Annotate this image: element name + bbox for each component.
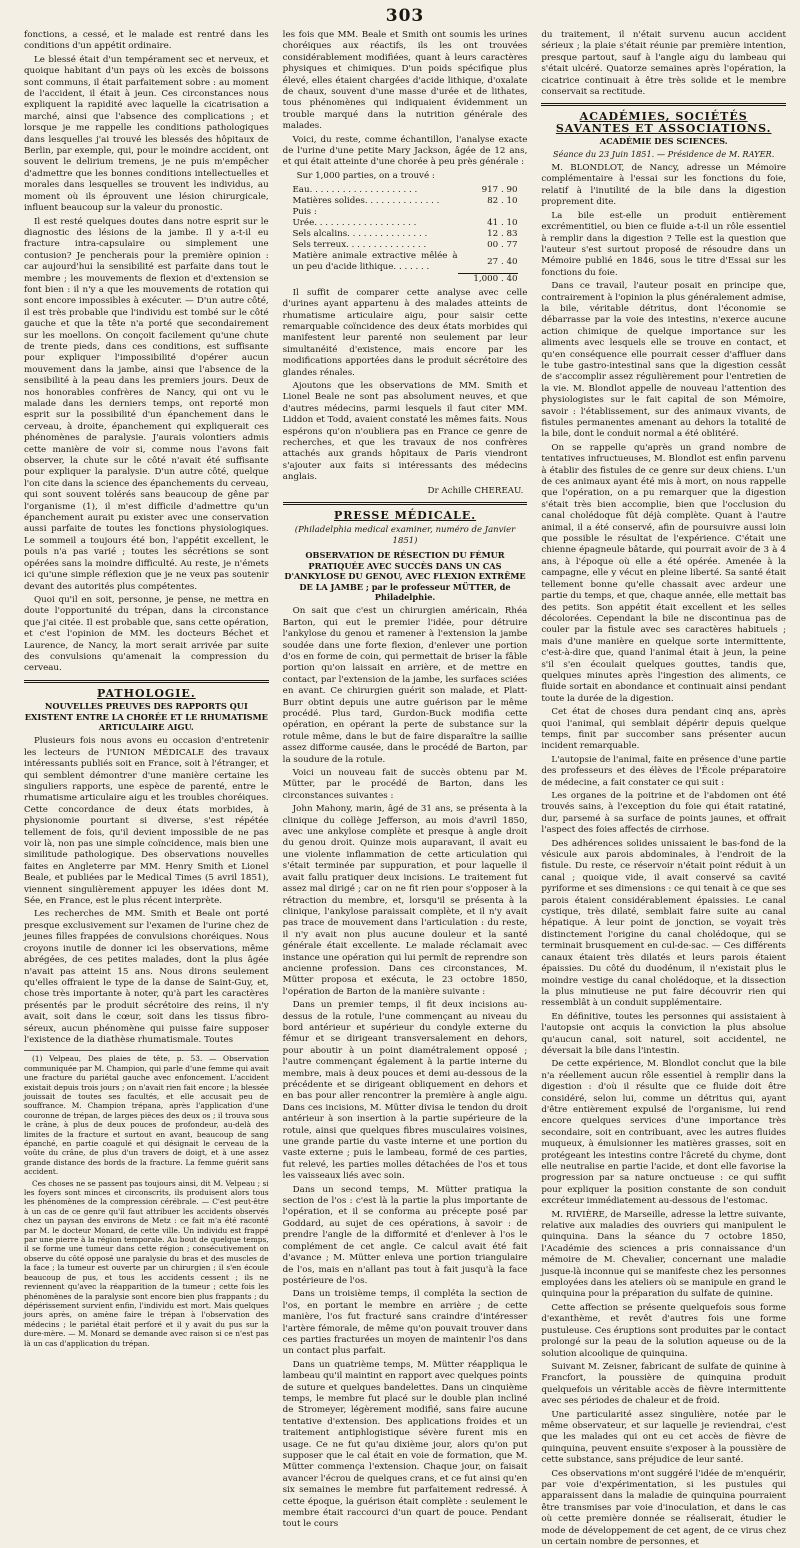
paragraph: Cet état de choses dura pendant cinq ans, après quoi l'animal, qui semblait dépérir depuis quelque temps, finit par succomber sans présenter aucun incident remarquable. (541, 707, 787, 752)
paragraph: Il suffit de comparer cette analyse avec celle d'urines ayant appartenu à des malades atteints de rhumatisme articulaire aigu, pour saisir cette remarquable coïncidence des deux états morbides qui manifestent leur parenté non seulement par leur simultanéité d'existence, mais encore par les modifications apportées dans le produit sécrétoire des glandes rénales. (282, 287, 528, 378)
table-row (292, 240, 517, 251)
table-cell: Matières solides. . . . . . . . . . . . . . (292, 196, 440, 207)
paragraph: La bile est-elle un produit entièrement excrémentitiel, ou bien ce fluide a-t-il un rôle essentiel à remplir dans la digestion ? Telle est la question que l'auteur s'est surtout proposé de résoudre dans un Mémoire publié en 1846, sous le titre d'Essai sur les fonctions du foie. (541, 210, 787, 278)
table-cell: Sels terreux. . . . . . . . . . . . . . . (292, 240, 427, 251)
paragraph: De cette expérience, M. Blondlot conclut que la bile n'a réellement aucun rôle essentiel à remplir dans la digestion : d'où il résulte que ce fluide doit être considéré, selon lui, comme un détritus qui, ayant d'être entièrement expulsé de l'organisme, lui rend encore quelques services d'une importance très secondaire, soit en contribuant, avec les autres fluides muqueux, à émulsionner les matières grasses, soit en protégeant les intestins contre l'âcreté du chyme, dont elle neutralise en partie l'acide, et dont elle favorise la progression par sa nature onctueuse : ce qui suffit pour expliquer la position constante de son conduit excréteur immédiatement au-dessous de l'estomac. (541, 1059, 787, 1207)
table-cell: 82 . 10 (487, 196, 518, 207)
table-cell (292, 273, 457, 285)
table-cell: 27 . 40 (487, 256, 518, 267)
paragraph: Des adhérences solides unissaient le bas-fond de la vésicule aux parois abdominales, à l'endroit de la fistule. Du reste, ce réservoir n'était point réduit à un canal ; quoique vide, il avait conservé sa cavité pyriforme et ses dimensions : ce qui tenait à ce que ses parois étaient considérablement épaissies. Le canal cystique, très dilaté, semblait faire suite au canal hépatique. À leur point de jonction, se voyait très distinctement l'origine du canal cholédoque, qui se terminait brusquement en cul-de-sac. — Ces différents canaux étaient très dilatés et leurs parois étaient épaissies. Du côté du duodénum, il n'existait plus le moindre vestige du canal cholédoque, et la dissection la plus minutieuse ne put faire découvrir rien qui ressemblât à un conduit supplémentaire. (541, 838, 787, 1009)
table-row (292, 229, 517, 240)
paragraph: Les organes de la poitrine et de l'abdomen ont été trouvés sains, à l'exception du foie qui était ratatiné, dur, parsemé à sa surface de points jaunes, et offrait l'aspect des foies affectés de cirrhose. (541, 791, 787, 836)
table-intro: Sur 1,000 parties, on a trouvé : (296, 170, 435, 181)
table-cell: 00 . 77 (487, 240, 518, 251)
paragraph: Le blessé était d'un tempérament sec et nerveux, et quoique habitant d'un pays où les excès de boissons sont communs, il était parfaitement sobre : au moment de l'accident, il était à jeun. Ces circonstances nous expliquent la rapidité avec laquelle la cicatrisation a marché, ainsi que l'absence des complications ; et lorsque je me rappelle les conditions pathologiques dans lesquelles j'ai trouvé les blessés des hôpitaux de Berlin, par exemple, qui, pour le moindre accident, ont souvent le delirium tremens, je ne puis m'empêcher d'admettre que les bonnes conditions intellectuelles et morales dans lesquelles se trouvent les individus, au moment où ils éprouvent une lésion chirurgicale, influent beaucoup sur la valeur du pronostic. (24, 54, 269, 214)
paragraph: Voici, du reste, comme échantillon, l'analyse exacte de l'urine d'une petite Mary Jackson, âgée de 12 ans, et qui était atteinte d'une chorée à peu près générale : (282, 134, 528, 168)
paragraph: Dans un troisième temps, il compléta la section de l'os, en portant le membre en arrière ; de cette manière, l'os fut fracturé sans craindre d'intéresser l'artère fémorale, de même qu'on pouvait trouver dans ces parties fracturées un moyen de maintenir l'os dans un contact plus parfait. (282, 1289, 528, 1357)
footnotes (24, 1050, 269, 1348)
paragraph: Il est resté quelques doutes dans notre esprit sur le diagnostic des lésions de la jambe. Il y a-t-il eu fracture intra-capsulaire ou simplement une contusion? Je pencherais pour la première opinion : car aujourd'hui la sensibilité est parfaite dans tout le membre ; les mouvements de flexion et d'extension se font bien : il n'y a que les mouvements de rotation qui sont encore impossibles à exécuter. — D'un autre côté, il est très probable que l'individu est tombé sur le côté gauche et que la tête n'a porté que secondairement sur les moellons. On conçoit facilement qu'une chute de trente pieds, dans ces conditions, est suffisante pour expliquer l'impossibilité d'opérer aucun mouvement dans la jambe, ainsi que l'absence de la sensibilité à la peau dans les premiers jours. Deux de nos honorables confrères de Nancy, qui ont vu le malade dans les derniers temps, ont reporté mon esprit sur la possibilité d'un épanchement dans le cerveau, à droite, épanchement qui expliquerait ces phénomènes de paralysie. J'aurais volontiers admis cette manière de voir si, comme nous l'avons fait observer, la chute sur le côté n'avait été suffisante pour expliquer la paralysie. D'un autre côté, quelque l'on cite dans la science des épanchements du cerveau, qui sont souvent tolérés sans beaucoup de gêne par l'organisme (1), il m'est difficile d'admettre qu'un épanchement aurait pu exister avec une conservation aussi parfaite de toutes les fonctions physiologiques. Le sommeil a toujours été bon, l'appétit excellent, le pouls n'a pas varié ; toutes les sécrétions se sont opérées sans la moindre difficulté. Au reste, je n'émets ici qu'une simple réflexion que je ne veux pas soutenir devant des autorités plus compétentes. (24, 216, 269, 592)
table-cell (458, 207, 518, 218)
table-row (292, 273, 517, 285)
table-row (292, 251, 517, 273)
footnote: (1) Velpeau, Des plaies de tête, p. 53. — Observation communiquée par M. Champion, qui parle d'une femme qui avait une fracture du pariétal gauche avec enfoncement. L'accident existait depuis trois jours ; on n'avait rien fait encore ; la blessée jouissait de toutes ses facultés, et elle accusait peu de souffrance. M. Champion trépana, après l'application d'une couronne de trépan, de larges pièces des deux os ; il trouva sous le crâne, à plus de deux pouces de profondeur, au-delà des limites de la fracture et surtout en avant, beaucoup de sang épanché, en partie coagulé et qui désignait le cerveau de la voûte du crâne, de plus d'un travers de doigt, et à une assez grande distance des bords de la fracture. La femme guérit sans accident. (24, 1054, 269, 1177)
paragraph: Cette affection se présente quelquefois sous forme d'exanthème, et revêt d'autres fois une forme pustuleuse. Ces éruptions sont produites par le contact prolongé sur la peau de la solution aqueuse ou de la solution alcoolique de quinquina. (541, 1302, 787, 1359)
urine-analysis-table (292, 185, 517, 285)
paragraph: Dans ce travail, l'auteur posait en principe que, contrairement à l'opinion la plus généralement admise, la bile, véritable détritus, dont l'économie se débarrasse par la voie des intestins, n'exerce aucune action chimique de quelque importance sur les aliments avec lesquels elle se trouve en contact, et qu'en conséquence elle pourrait cesser d'affluer dans le tube gastro-intestinal sans que la digestion cessât de s'accomplir assez régulièrement pour l'entretien de la vie. M. Blondlot appelle de nouveau l'attention des physiologistes sur le fait capital de son Mémoire, savoir : l'établissement, sur des animaux vivants, de fistules permanentes amenant au dehors la totalité de la bile, dont le conduit normal a été oblitéré. (541, 281, 787, 440)
paragraph: John Mahony, marin, âgé de 31 ans, se présenta à la clinique du collège Jefferson, au mois d'avril 1850, avec une ankylose complète et presque à angle droit du genou droit. Quinze mois auparavant, il avait eu une violente inflammation de cette articulation qui s'était terminée par suppuration, et pour laquelle il avait fallu pratiquer deux incisions. Le traitement fut assez mal dirigé ; car on ne fit rien pour s'opposer à la rétraction du membre, et, lorsqu'il se présenta à la clinique, l'ankylose paraissait complète, et il n'y avait pas trace de mouvement dans l'articulation : du reste, il n'y avait non plus aucune douleur et la santé générale était excellente. Le malade réclamait avec instance une opération qui lui permît de reprendre son ancienne profession. Dans ces circonstances, M. Mütter proposa et exécuta, le 23 octobre 1850, l'opération de Barton de la manière suivante : (282, 804, 528, 997)
footnote: Ces choses ne se passent pas toujours ainsi, dit M. Velpeau ; si les foyers sont minces et circonscrits, ils produisent alors tous les phénomènes de la compression cérébrale. — C'est peut-être à un cas de ce genre qu'il faut attribuer les accidents observés chez un paysan des environs de Metz : ce fait m'a été raconté par M. le docteur Monard, de cette ville. Un individu est frappé par une pierre à la région temporale. Au bout de quelque temps, il se forme une tumeur dans cette région ; consécutivement on observe du côté opposé une paralysie du bras et des muscles de la face ; la tumeur est ouverte par un chirurgien ; il s'en écoule beaucoup de pus, et tous les accidents cessent ; ils ne reviennent qu'avec la réapparition de la tumeur ; cette fois les phénomènes de la paralysie sont encore bien plus frappants ; du dépérissement survient enfin, l'individu est mort. Mais quelques jours après, on amène faire le trépan à l'observation des médecins ; le pariétal était perforé et il y avait du pus sur la dure-mère. — M. Monard se demande avec raison si ce n'est pas là un cas d'application du trépan. (24, 1178, 269, 1348)
paragraph: Les recherches de MM. Smith et Beale ont porté presque exclusivement sur l'examen de l'urine chez de jeunes filles frappées de convulsions choréiques. Nous croyons inutile de donner ici les observations, même abrégées, de ces petites malades, dont la plus âgée n'avait pas atteint 15 ans. Nous dirons seulement qu'elles offraient le type de la danse de Saint-Guy, et, chose très importante à noter, qu'à part les caractères présentés par le produit sécrétoire des reins, il n'y avait, soit dans le cœur, soit dans les tissus fibro-séreux, aucun phénomène qui puisse faire supposer l'existence de la diathèse rhumatismale. Toutes (24, 909, 269, 1045)
paragraph: Dans un second temps, M. Mütter pratiqua la section de l'os : c'est là la partie la plus importante de l'opération, et il se conforma au précepte posé par Goddard, au sujet de ces opérations, à savoir : de prendre l'angle de la difformité et d'enlever à l'os le complément de cet angle. Ce calcul avait été fait d'avance ; M. Mütter enleva une portion triangulaire de l'os, mais en n'allant pas tout à fait jusqu'à la face postérieure de l'os. (282, 1184, 528, 1286)
paragraph: du traitement, il n'était survenu aucun accident sérieux ; la plaie s'était réunie par première intention, presque partout, sauf à l'angle aigu du lambeau qui s'était ulcéré. Quatorze semaines après l'opération, la cicatrice continuait à être très solide et le membre conservait sa rectitude. (541, 30, 787, 98)
divider (541, 103, 786, 104)
table-row (292, 196, 517, 207)
table-cell: Matière animale extractive mêlée à un peu d'acide lithique. . . . . . . (292, 251, 458, 273)
paragraph: Suivant M. Zeisner, fabricant de sulfate de quinine à Francfort, la poussière de quinquina produit quelquefois un véritable accès de fièvre intermittente avec ses périodes de chaleur et de froid. (541, 1361, 787, 1407)
divider (283, 504, 528, 505)
paragraph: M. BLONDLOT, de Nancy, adresse un Mémoire complémentaire à l'essai sur les fonctions du foie, relatif à l'inutilité de la bile dans la digestion proprement dite. (541, 163, 787, 208)
table-row (292, 185, 517, 196)
table-row (292, 218, 517, 229)
column-2 (282, 30, 528, 1530)
table-cell: Puis : (292, 207, 317, 218)
paragraph: Dans un quatrième temps, M. Mütter réappliqua le lambeau qu'il maintint en rapport avec quelques points de suture et quelques bandelettes. Dans un cinquième temps, le membre fut placé sur le double plan incliné de Stromeyer, légèrement modifié, sans faire aucune tentative d'extension. Des applications froides et un traitement antiphlogistique sévère furent mis en usage. Ce ne fut qu'au dixième jour, alors qu'on put supposer que le cal était en voie de formation, que M. Mütter commença l'extension. Chaque jour, on faisait avancer l'écrou de quelques crans, et ce fut ainsi qu'en six semaines le membre fut parfaitement redressé. À cette époque, la guérison était complète : seulement le membre était raccourci d'un quart de pouce. Pendant tout le cours (282, 1359, 528, 1530)
table-cell: Eau. . . . . . . . . . . . . . . . . . . . (292, 185, 418, 196)
table-cell: Sels alcalins. . . . . . . . . . . . . . . (292, 229, 428, 240)
academy-name: ACADÉMIE DES SCIENCES. (599, 136, 728, 147)
table-cell: 12 . 83 (487, 229, 518, 240)
paragraph: Plusieurs fois nous avons eu occasion d'entretenir les lecteurs de l'UNION MÉDICALE des travaux intéressants publiés soit en France, soit à l'étranger, et qui semblent démontrer d'une manière certaine les singuliers rapports, une espèce de parenté, entre le rhumatisme articulaire aigu et les troubles choréiques. Cette concordance de deux états morbides, à physionomie pourtant si diverse, s'est répétée tellement de fois, qu'il devient impossible de ne pas voir là, non pas une simple coïncidence, mais bien une similitude pathologique. Des observations nouvelles faites en Angleterre par MM. Henry Smith et Lionel Beale, et publiées par le Medical Times (5 avril 1851), viennent singulièrement appuyer les idées dont M. Sée, en France, est le plus récent interprète. (24, 736, 269, 907)
columns (24, 30, 787, 1547)
table-row (292, 207, 517, 218)
section-heading-academies: ACADÉMIES, SOCIÉTÉS SAVANTES ET ASSOCIATIONS. (555, 110, 772, 135)
paragraph: Voici un nouveau fait de succès obtenu par M. Mütter, par le procédé de Barton, dans les circonstances suivantes : (282, 768, 528, 801)
paragraph: fonctions, a cessé, et le malade est rentré dans les conditions d'un appétit ordinaire. (24, 30, 269, 52)
paragraph: L'autopsie de l'animal, faite en présence d'une partie des professeurs et des élèves de l'École préparatoire de médecine, a fait constater ce qui suit : (541, 754, 787, 788)
paragraph: les fois que MM. Beale et Smith ont soumis les urines choréiques aux réactifs, ils les ont trouvées considérablement modifiées, quant à leurs caractères physiques et chimiques. D'un poids spécifique plus élevé, elles étaient chargées d'acide lithique, d'oxalate de chaux, souvent d'une masse d'urée et de lithates, tous phénomènes qui indiquaient évidemment un trouble marqué dans la nutrition générale des malades. (282, 30, 528, 132)
table-cell: 41 . 10 (487, 218, 518, 229)
column-3 (541, 30, 787, 1547)
article-title: NOUVELLES PREUVES DES RAPPORTS QUI EXISTENT ENTRE LA CHORÉE ET LE RHUMATISME ARTICULAIRE AIGU. (24, 701, 268, 732)
divider (24, 682, 269, 683)
page-number: 303 (385, 6, 425, 26)
section-heading-pathologie: PATHOLOGIE. (97, 686, 196, 700)
section-heading-presse-medicale: PRESSE MÉDICALE. (333, 509, 477, 523)
paragraph: On se rappelle qu'après un grand nombre de tentatives infructueuses, M. Blondlot est enfin parvenu à établir des fistules de ce genre sur deux chiens. L'un de ces animaux ayant été mis à mort, on nous rappelle que l'opération, on a pu remarquer que la digestion s'était très bien accomplie, bien que l'occlusion du canal cholédoque fût déjà complète. Quant à l'autre animal, il a été conservé, afin de poursuivre aussi loin que possible le résultat de l'expérience. C'était une chienne épagneule bâtarde, qui pourrait avoir de 3 à 4 ans, à l'époque où elle a été opérée. Amenée à la campagne, elle y vécut en pleine liberté. Sa santé était tellement bonne qu'elle chassait avec ardeur une partie du temps, et que, chaque année, elle mettait bas des petits. Son appétit était excellent et les selles décolorées. Cependant la bile ne discontinua pas de couler par la fistule avec ses caractères habituels ; mais d'une manière en quelque sorte intermittente, c'est-à-dire que, quand l'animal était à jeun, la peine s'il s'en écoulait quelques gouttes, tandis que, quelques minutes après l'ingestion des aliments, ce fluide sortait en abondance et continuait ainsi pendant toute la durée de la digestion. (541, 442, 787, 704)
author-signature: Dr Achille CHEREAU. (427, 485, 524, 496)
column-1 (24, 30, 269, 1348)
paragraph: En définitive, toutes les personnes qui assistaient à l'autopsie ont acquis la conviction la plus absolue qu'aucun canal, soit naturel, soit accidentel, ne déversait la bile dans l'intestin. (541, 1011, 787, 1056)
table-total: 1,000 . 40 (458, 273, 518, 285)
paragraph: Dans un premier temps, il fit deux incisions au-dessus de la rotule, l'une commençant au niveau du bord antérieur et supérieur du condyle externe du fémur et se dirigeant transversalement en dehors, pour aboutir à un point diamétralement opposé ; l'autre commençant également à la partie interne du membre, mais à deux pouces et demi au-dessous de la précédente et se dirigeant obliquement en dehors et en bas pour aller rencontrer la première à angle aigu. Dans ces incisions, M. Mütter divisa le tendon du droit antérieur à son insertion à la partie supérieure de la rotule, ainsi que quelques fibres musculaires voisines, une grande partie du vaste interne et une portion du vaste externe ; puis le lambeau, formé de ces parties, fut relevé, les parties molles détachées de l'os et tous les vaisseaux liés avec soin. (282, 1000, 528, 1182)
paragraph: On sait que c'est un chirurgien américain, Rhéa Barton, qui eut le premier l'idée, pour détruire l'ankylose du genou et ramener à l'extension la jambe soudée dans une forte flexion, d'enlever une portion d'os en forme de coin, qui permettait de briser la fâble portion qu'on laissait en arrière, et de mettre en contact, par l'extension de la jambe, les surfaces sciées en avant. Ce chirurgien guérit son malade, et Platt-Burr obtint depuis une autre guérison par le même procédé. Plus tard, Gurdon-Buck modifia cette opération, en opérant la perte de substance sur la rotule même, dans le but de faire disparaître la saillie assez difforme causée, dans le procédé de Barton, par la soudure de la rotule. (282, 606, 528, 765)
session-line: Séance du 23 Juin 1851. — Présidence de M. RAYER. (553, 148, 775, 159)
divider (541, 105, 786, 106)
press-source: (Philadelphia medical examiner, numéro de Janvier 1851) (294, 524, 516, 546)
paragraph: M. RIVIÈRE, de Marseille, adresse la lettre suivante, relative aux maladies des ouvriers qui manipulent le quinquina. Dans la séance du 7 octobre 1850, l'Académie des sciences a pris connaissance d'un mémoire de M. Chevalier, concernant une maladie jusque-là inconnue qui se manifeste chez les personnes employées dans les ateliers où se manipule en grand le quinquina pour la préparation du sulfate de quinine. (541, 1209, 787, 1300)
table-cell: 917 . 90 (481, 185, 518, 196)
paragraph: Ajoutons que les observations de MM. Smith et Lionel Beale ne sont pas absolument neuves, et que d'autres médecins, parmi lesquels il faut citer MM. Liddon et Todd, avaient constaté les mêmes faits. Nous espérons qu'on n'oubliera pas en France ce genre de recherches, et que les travaux de nos confrères attachés aux grands hôpitaux de Paris viendront s'ajouter aux faits si intéressants des médecins anglais. (282, 381, 528, 483)
paragraph: Une particularité assez singulière, notée par le même observateur, et sur laquelle je reviendrai, c'est que les malades qui ont eu cet accès de fièvre de quinquina, peuvent ensuite s'exposer à la poussière de cette substance, sans préjudice de leur santé. (541, 1409, 787, 1466)
paragraph: Quoi qu'il en soit, personne, je pense, ne mettra en doute l'opportunité du trépan, dans la circonstance que j'ai citée. Il est probable que, sans cette opération, et c'est l'opinion de MM. les docteurs Béchet et Laurence, de Nancy, la mort serait arrivée par suite des convulsions qu'amenait la compression du cerveau. (24, 594, 269, 674)
paragraph: Ces observations m'ont suggéré l'idée de m'enquérir, par voie d'expérimentation, si les pustules qui apparaissent dans la maladie de quinquina pourraient être transmises par voie d'inoculation, et dans le cas où cette première donnée se réaliserait, étudier le mode de développement de cet agent, de ce virus chez un certain nombre de personnes, et (541, 1468, 787, 1547)
divider (283, 502, 528, 503)
table-cell: Urée. . . . . . . . . . . . . . . . . . . (292, 218, 417, 229)
divider (24, 680, 269, 681)
article-title: OBSERVATION DE RÉSECTION DU FÉMUR PRATIQUÉE AVEC SUCCÈS DANS UN CAS D'ANKYLOSE DU GENOU, AVEC FLEXION EXTRÊME DE LA JAMBE ; par le professeur MÜTTER, de Philadelphie. (284, 550, 526, 602)
